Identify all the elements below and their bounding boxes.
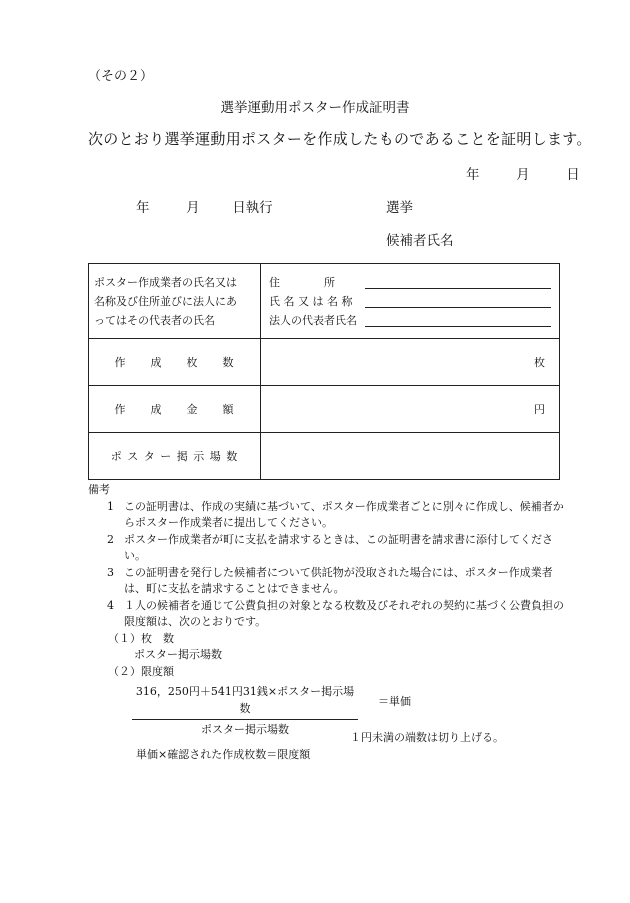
note-item xyxy=(88,499,568,532)
page-title: 選挙運動用ポスター作成証明書 xyxy=(220,100,410,116)
certification-date xyxy=(466,163,580,183)
poster-sites-field[interactable] xyxy=(261,433,560,480)
amount-field[interactable] xyxy=(261,386,560,433)
table-row xyxy=(89,433,560,480)
quantity-field[interactable] xyxy=(261,339,560,386)
exec-year-label: 年 xyxy=(136,200,150,216)
date-year-label: 年 xyxy=(466,167,480,183)
note-number: 2 xyxy=(107,532,114,546)
note-text: ポスター作成業者が町に支払を請求するときは、この証明書を請求書に添付してください。 xyxy=(124,532,553,562)
election-date xyxy=(136,196,273,216)
sub-item-count-label: （１）枚 数 xyxy=(108,631,174,645)
producer-info-cell xyxy=(261,264,560,339)
name-label: 氏 名 又 は 名 称 xyxy=(269,294,353,308)
address-line xyxy=(269,273,551,292)
address-field[interactable] xyxy=(365,273,551,289)
rounding-note: １円未満の端数は切り上げる。 xyxy=(350,731,504,744)
certificate-table xyxy=(88,263,560,480)
amount-unit: 円 xyxy=(534,403,545,416)
formula-denominator: ポスター掲示場数 xyxy=(201,723,289,736)
address-label: 住 所 xyxy=(269,275,335,289)
note-number: 1 xyxy=(107,499,114,513)
name-line xyxy=(269,292,551,311)
table-row xyxy=(89,264,560,339)
note-item xyxy=(88,532,568,565)
note-item xyxy=(88,598,568,631)
notes-heading: 備考 xyxy=(88,483,110,496)
table-row xyxy=(89,386,560,433)
note-number: 3 xyxy=(107,565,114,579)
sub-item-limit-label: （２）限度額 xyxy=(108,664,174,678)
notes-section xyxy=(88,482,568,763)
quantity-unit: 枚 xyxy=(534,356,545,369)
date-day-label: 日 xyxy=(566,167,580,183)
table-row xyxy=(89,339,560,386)
note-item xyxy=(88,565,568,598)
exec-month-label: 月 xyxy=(186,200,200,216)
producer-label-line: 名称及び住所並びに法人にあ xyxy=(94,294,237,308)
poster-sites-label: ポ ス タ ー 掲 示 場 数 xyxy=(89,433,261,480)
note-text: この証明書は、作成の実績に基づいて、ポスター作成業者ごとに別々に作成し、候補者からポスター作成業者に提出してください。 xyxy=(124,499,564,529)
rep-line xyxy=(269,311,551,330)
name-field[interactable] xyxy=(365,292,551,308)
amount-label: 作 成 金 額 xyxy=(89,386,261,433)
quantity-label: 作 成 枚 数 xyxy=(89,339,261,386)
producer-label-cell xyxy=(89,264,261,339)
producer-label-line: ってはその代表者の氏名 xyxy=(94,313,215,327)
rep-field[interactable] xyxy=(365,311,551,327)
limit-formula: 単価×確認された作成枚数＝限度額 xyxy=(136,747,311,761)
form-sub-label: （その２） xyxy=(88,69,154,84)
unit-price-formula xyxy=(88,684,568,736)
note-number: 4 xyxy=(107,598,114,612)
rep-label: 法人の代表者氏名 xyxy=(269,313,357,327)
date-month-label: 月 xyxy=(516,167,530,183)
election-label: 選挙 xyxy=(386,200,413,216)
certification-statement: 次のとおり選挙運動用ポスターを作成したものであることを証明します。 xyxy=(88,130,592,148)
candidate-name-label: 候補者氏名 xyxy=(386,233,454,249)
sub-item-count-value: ポスター掲示場数 xyxy=(134,648,222,661)
note-text: １人の候補者を通じて公費負担の対象となる枚数及びそれぞれの契約に基づく公費負担の限度額は、次のとおりです。 xyxy=(124,598,564,628)
formula-equals: ＝単価 xyxy=(378,695,411,708)
formula-numerator: 316，250円＋541円31銭×ポスター掲示場数 xyxy=(132,684,358,720)
producer-label-line: ポスター作成業者の氏名又は xyxy=(94,275,237,289)
exec-day-label: 日執行 xyxy=(232,200,273,216)
formula-fraction xyxy=(132,684,358,739)
note-text: この証明書を発行した候補者について供託物が没取された場合には、ポスター作成業者は、町に支払を請求することはできません。 xyxy=(124,565,553,595)
